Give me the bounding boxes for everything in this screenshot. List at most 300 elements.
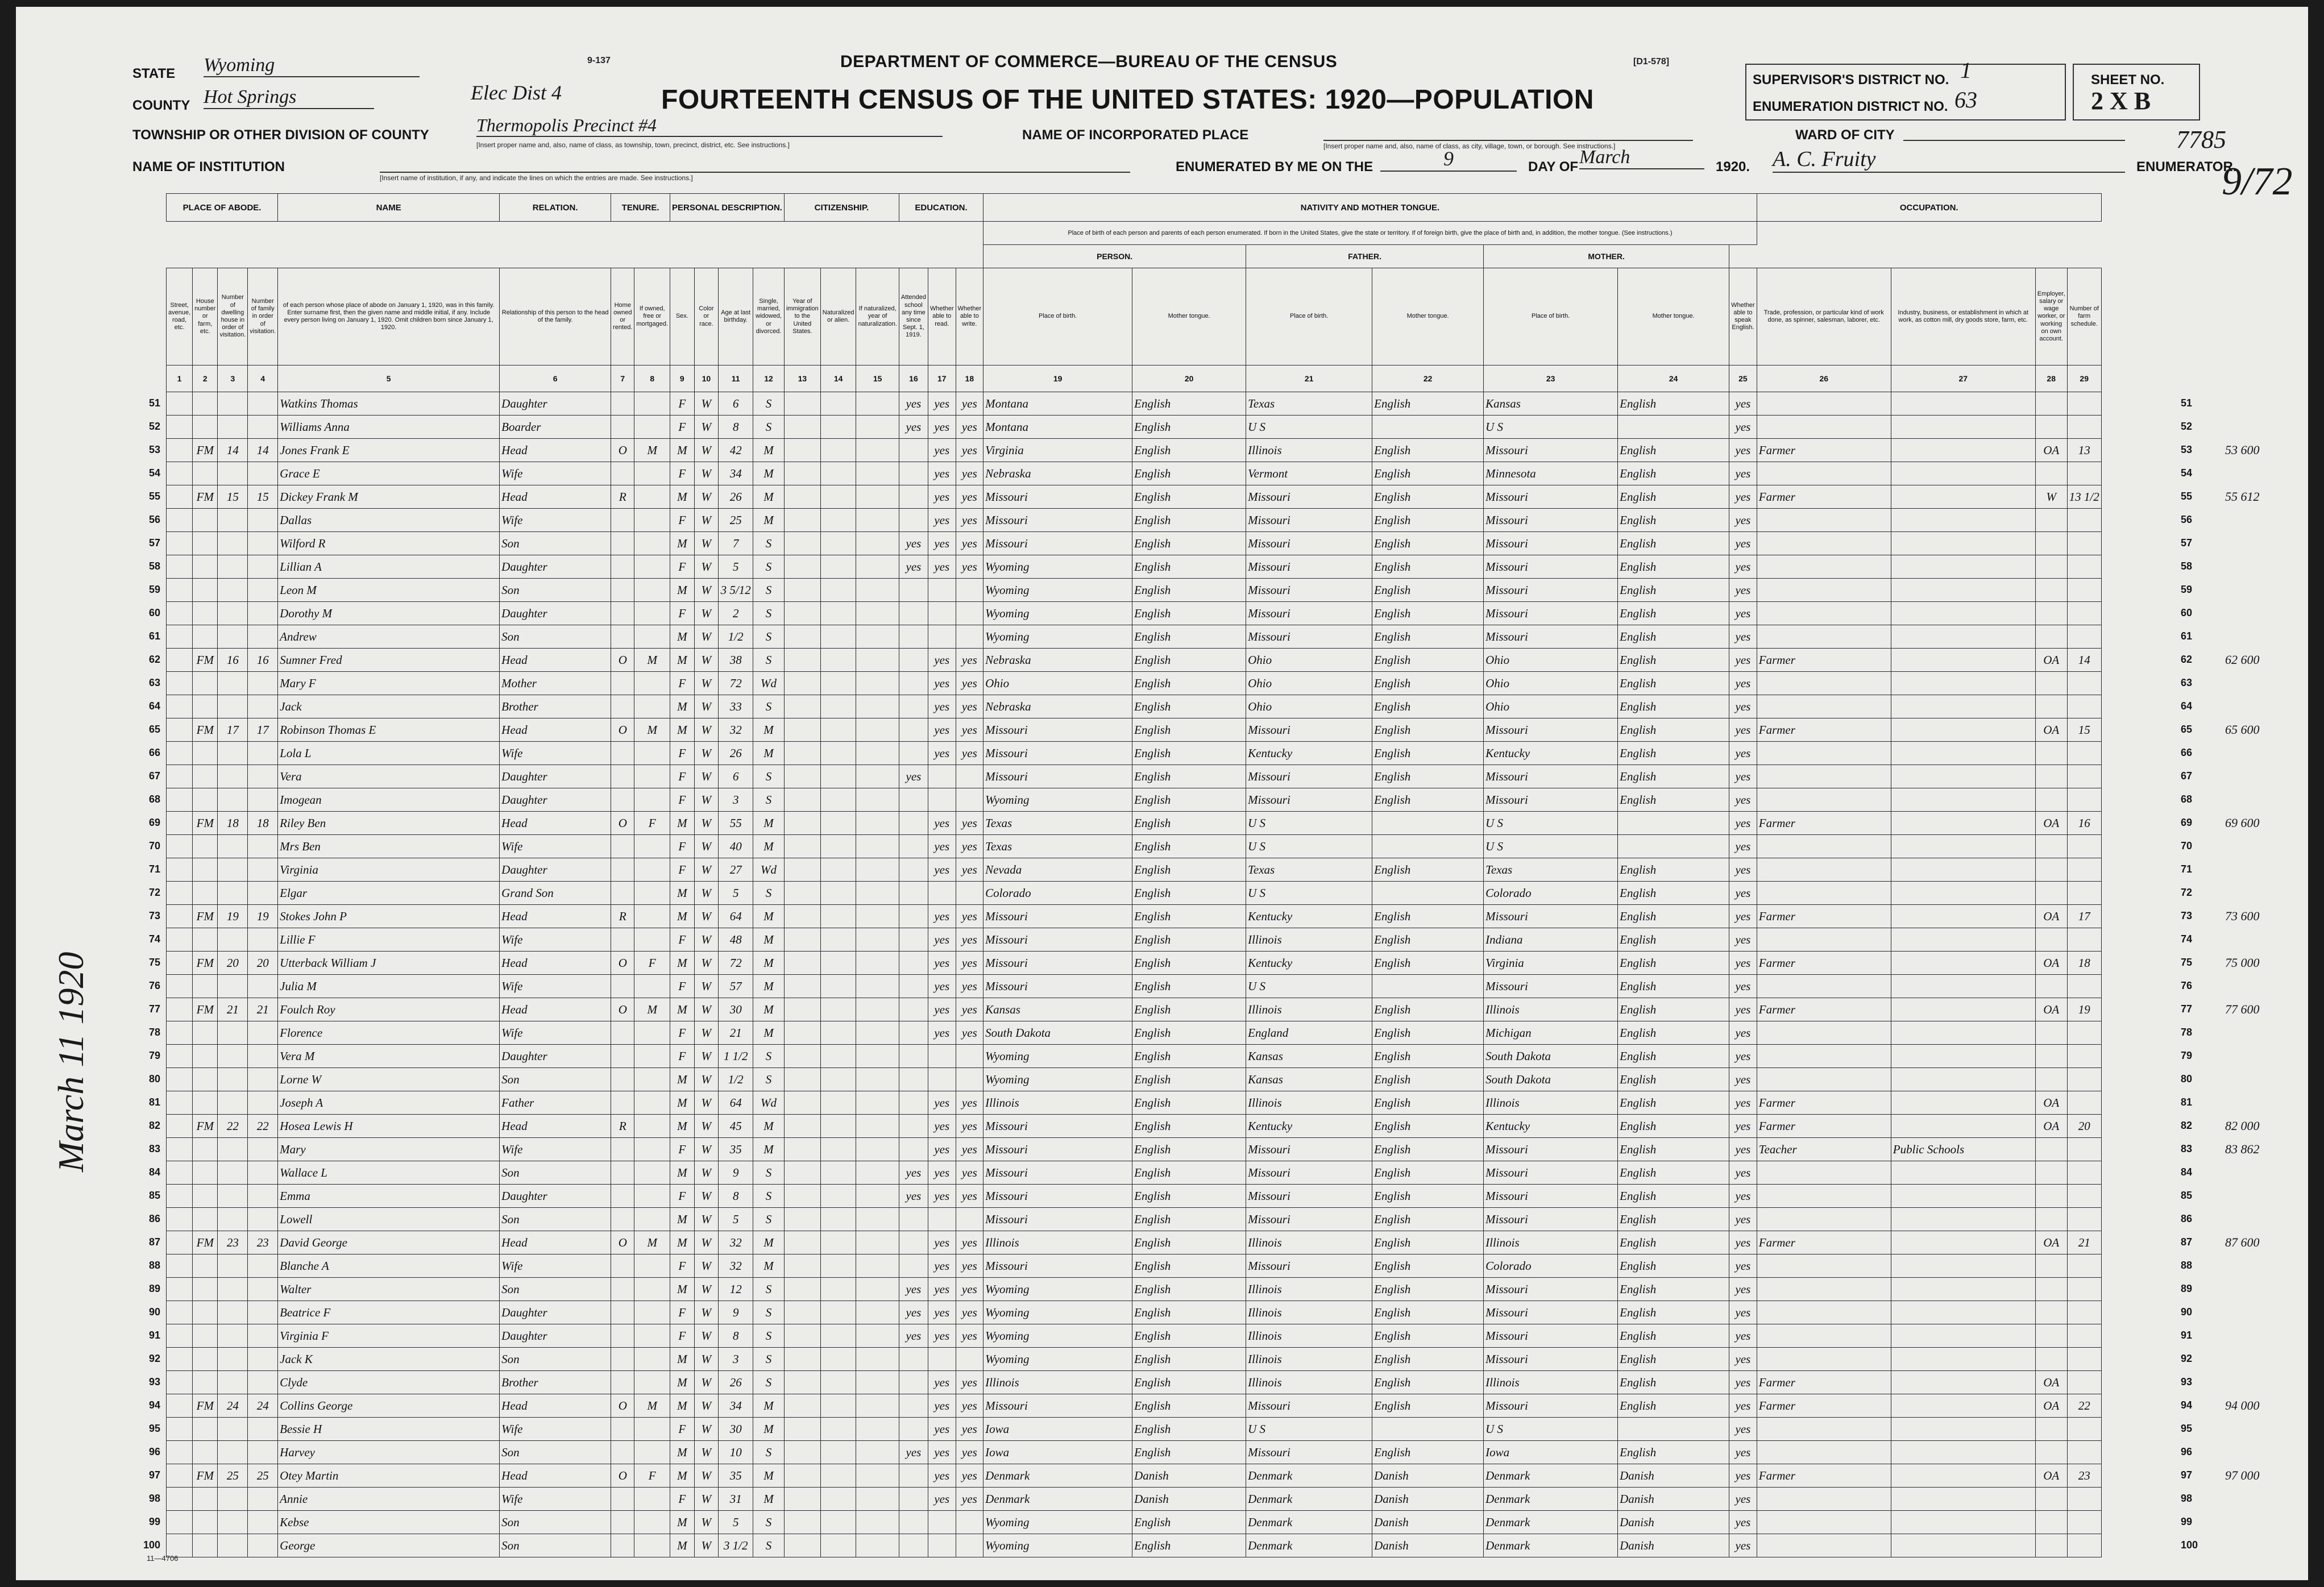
cell-fmt: English (1372, 439, 1484, 462)
empty-cell (784, 858, 820, 882)
table-row (167, 1208, 2102, 1231)
cell-read: yes (928, 1161, 956, 1185)
cell-sex: F (670, 392, 695, 416)
cell-tenure: O (611, 439, 634, 462)
enumerated-day: 9 (1380, 147, 1517, 172)
cell-farm (2067, 1324, 2101, 1348)
cell-tenure (611, 1161, 634, 1185)
empty-cell (856, 1324, 899, 1348)
cell-mort (634, 1208, 670, 1231)
cell-emp (2035, 858, 2067, 882)
cell-ind (1891, 1254, 2035, 1278)
cell-ind (1891, 1021, 2035, 1045)
margin-annotation (2225, 671, 2260, 695)
cell-fpb: Ohio (1246, 695, 1372, 718)
cell-sex: F (670, 1185, 695, 1208)
cell-farm: 13 1/2 (2067, 485, 2101, 509)
cell-mpb: Missouri (1484, 532, 1618, 555)
column-number: 19 (983, 365, 1132, 392)
empty-cell (820, 1278, 856, 1301)
cell-sex: M (670, 1348, 695, 1371)
cell-farm (2067, 1138, 2101, 1161)
table-row (167, 1348, 2102, 1371)
cell-name: Mary (278, 1138, 500, 1161)
cell-farm (2067, 1441, 2101, 1464)
cell-read: yes (928, 858, 956, 882)
empty-cell (856, 928, 899, 952)
cell-fpb: Kentucky (1246, 905, 1372, 928)
cell-emp (2035, 625, 2067, 649)
cell-mpb: U S (1484, 1418, 1618, 1441)
cell-ind (1891, 579, 2035, 602)
sheet-label: SHEET NO. (2091, 72, 2165, 88)
cell-read (928, 1208, 956, 1231)
cell-name: Virginia F (278, 1324, 500, 1348)
cell-read: yes (928, 1091, 956, 1115)
cell-mort: F (634, 952, 670, 975)
line-number: 60 (2181, 607, 2193, 618)
cell-fmt: English (1372, 1231, 1484, 1254)
cell-dw (218, 1254, 248, 1278)
cell-fmt (1372, 812, 1484, 835)
cell-fpb: U S (1246, 835, 1372, 858)
cell-ms: S (753, 882, 785, 905)
cell-tenure (611, 765, 634, 788)
cell-name: Sumner Fred (278, 649, 500, 672)
empty-cell (820, 1418, 856, 1441)
cell-emp (2035, 1348, 2067, 1371)
cell-emp: OA (2035, 1115, 2067, 1138)
empty-cell (167, 392, 193, 416)
empty-cell (856, 765, 899, 788)
cell-pb: Wyoming (983, 1045, 1132, 1068)
column-header: Number of dwelling house in order of visitation. (218, 268, 248, 365)
cell-own (193, 1348, 218, 1371)
empty-cell (784, 1418, 820, 1441)
column-number: 25 (1729, 365, 1757, 392)
cell-mpb: Missouri (1484, 602, 1618, 625)
cell-rel: Wife (500, 462, 611, 485)
column-number: 20 (1132, 365, 1246, 392)
cell-read: yes (928, 1278, 956, 1301)
cell-ind (1891, 1045, 2035, 1068)
cell-write (956, 625, 983, 649)
cell-mort (634, 1371, 670, 1394)
cell-emp (2035, 835, 2067, 858)
cell-rel: Daughter (500, 555, 611, 579)
cell-pb: Wyoming (983, 1301, 1132, 1324)
cell-occ (1757, 788, 1891, 812)
cell-dw (218, 928, 248, 952)
cell-fpb: Vermont (1246, 462, 1372, 485)
cell-farm: 15 (2067, 718, 2101, 742)
cell-fpb: Missouri (1246, 625, 1372, 649)
cell-pb: Missouri (983, 485, 1132, 509)
cell-mt: English (1132, 416, 1246, 439)
cell-sch (899, 718, 928, 742)
cell-own (193, 1534, 218, 1557)
cell-sex: M (670, 998, 695, 1021)
cell-race: W (694, 928, 719, 952)
column-number: 6 (500, 365, 611, 392)
cell-farm: 23 (2067, 1464, 2101, 1488)
cell-tenure (611, 416, 634, 439)
cell-rel: Son (500, 1278, 611, 1301)
column-number: 13 (784, 365, 820, 392)
cell-mmt: English (1618, 1348, 1729, 1371)
empty-cell (167, 416, 193, 439)
cell-emp (2035, 742, 2067, 765)
margin-annotation (2225, 1370, 2260, 1394)
margin-annotation (2225, 765, 2260, 788)
column-header: House number or farm, etc. (193, 268, 218, 365)
cell-fam (248, 1324, 278, 1348)
margin-annotation: 77 600 (2225, 1002, 2260, 1016)
cell-mt: English (1132, 742, 1246, 765)
cell-farm (2067, 1161, 2101, 1185)
cell-read: yes (928, 509, 956, 532)
cell-age: 5 (719, 555, 753, 579)
cell-read (928, 579, 956, 602)
empty-cell (856, 1254, 899, 1278)
cell-emp (2035, 765, 2067, 788)
empty-cell (784, 555, 820, 579)
cell-tenure (611, 1488, 634, 1511)
cell-mt: English (1132, 1091, 1246, 1115)
cell-fmt: English (1372, 602, 1484, 625)
line-number: 75 (2181, 957, 2193, 968)
cell-mmt: English (1618, 952, 1729, 975)
cell-farm (2067, 788, 2101, 812)
cell-eng: yes (1729, 1394, 1757, 1418)
table-row (167, 1488, 2102, 1511)
cell-mmt (1618, 1418, 1729, 1441)
cell-ind (1891, 1418, 2035, 1441)
cell-sex: F (670, 555, 695, 579)
empty-cell (167, 882, 193, 905)
cell-pb: Missouri (983, 905, 1132, 928)
cell-ind (1891, 1208, 2035, 1231)
cell-occ (1757, 1021, 1891, 1045)
table-row (167, 1231, 2102, 1254)
cell-ms: S (753, 1511, 785, 1534)
enumerator-name: A. C. Fruity (1773, 147, 2125, 173)
cell-mpb: Missouri (1484, 1208, 1618, 1231)
cell-name: Walter (278, 1278, 500, 1301)
empty-cell (167, 1301, 193, 1324)
cell-own (193, 1441, 218, 1464)
cell-name: Leon M (278, 579, 500, 602)
cell-age: 5 (719, 1208, 753, 1231)
cell-fpb: Ohio (1246, 649, 1372, 672)
empty-cell (784, 672, 820, 695)
cell-tenure (611, 1068, 634, 1091)
cell-emp (2035, 1488, 2067, 1511)
cell-rel: Brother (500, 1371, 611, 1394)
cell-mort (634, 1021, 670, 1045)
cell-age: 72 (719, 672, 753, 695)
cell-sch: yes (899, 1278, 928, 1301)
cell-mt: English (1132, 812, 1246, 835)
table-row (167, 1418, 2102, 1441)
cell-emp (2035, 1534, 2067, 1557)
cell-dw (218, 835, 248, 858)
cell-race: W (694, 882, 719, 905)
empty-cell (167, 1511, 193, 1534)
empty-cell (784, 1231, 820, 1254)
margin-annotation (2225, 1534, 2260, 1557)
cell-mpb: Denmark (1484, 1488, 1618, 1511)
cell-occ (1757, 602, 1891, 625)
cell-pb: Illinois (983, 1091, 1132, 1115)
cell-dw: 17 (218, 718, 248, 742)
cell-emp (2035, 532, 2067, 555)
line-number: 92 (2181, 1353, 2193, 1364)
cell-farm: 19 (2067, 998, 2101, 1021)
cell-tenure (611, 1534, 634, 1557)
cell-mt: English (1132, 858, 1246, 882)
column-group-header: TENURE. (611, 194, 670, 222)
margin-annotation (2225, 1277, 2260, 1301)
cell-rel: Wife (500, 1254, 611, 1278)
cell-name: Robinson Thomas E (278, 718, 500, 742)
cell-read: yes (928, 952, 956, 975)
cell-eng: yes (1729, 1534, 1757, 1557)
cell-pb: Texas (983, 835, 1132, 858)
cell-sex: M (670, 718, 695, 742)
cell-occ: Farmer (1757, 952, 1891, 975)
cell-occ (1757, 1161, 1891, 1185)
cell-own: FM (193, 905, 218, 928)
margin-annotation (2225, 695, 2260, 718)
empty-cell (167, 462, 193, 485)
cell-tenure (611, 1021, 634, 1045)
table-row (167, 812, 2102, 835)
margin-annotation (2225, 415, 2260, 438)
cell-age: 64 (719, 905, 753, 928)
empty-cell (167, 1185, 193, 1208)
line-number: 83 (148, 1143, 160, 1154)
cell-name: George (278, 1534, 500, 1557)
cell-write: yes (956, 695, 983, 718)
cell-eng: yes (1729, 1208, 1757, 1231)
cell-mmt: English (1618, 1254, 1729, 1278)
cell-age: 64 (719, 1091, 753, 1115)
cell-fpb: Kentucky (1246, 742, 1372, 765)
cell-emp (2035, 882, 2067, 905)
cell-sch (899, 1045, 928, 1068)
cell-age: 10 (719, 1441, 753, 1464)
cell-read: yes (928, 416, 956, 439)
cell-age: 32 (719, 1231, 753, 1254)
cell-sex: F (670, 1324, 695, 1348)
cell-mmt: English (1618, 392, 1729, 416)
cell-age: 26 (719, 742, 753, 765)
cell-ind (1891, 1371, 2035, 1394)
cell-emp: OA (2035, 905, 2067, 928)
cell-age: 7 (719, 532, 753, 555)
line-number: 84 (2181, 1166, 2193, 1178)
cell-dw: 22 (218, 1115, 248, 1138)
cell-tenure (611, 555, 634, 579)
cell-mmt (1618, 835, 1729, 858)
corner-mark: 9/72 (2222, 160, 2293, 203)
cell-ms: M (753, 952, 785, 975)
cell-fmt: English (1372, 672, 1484, 695)
cell-fam (248, 742, 278, 765)
cell-write: yes (956, 718, 983, 742)
cell-mt: English (1132, 532, 1246, 555)
cell-tenure: O (611, 998, 634, 1021)
cell-own (193, 1254, 218, 1278)
cell-name: Hosea Lewis H (278, 1115, 500, 1138)
cell-name: Dorothy M (278, 602, 500, 625)
cell-age: 6 (719, 392, 753, 416)
empty-cell (784, 1115, 820, 1138)
cell-tenure: R (611, 905, 634, 928)
cell-fmt: English (1372, 462, 1484, 485)
cell-dw: 19 (218, 905, 248, 928)
cell-sch (899, 579, 928, 602)
cell-farm (2067, 555, 2101, 579)
cell-ms: M (753, 509, 785, 532)
cell-mmt: English (1618, 1021, 1729, 1045)
cell-farm (2067, 835, 2101, 858)
cell-race: W (694, 975, 719, 998)
column-number: 14 (820, 365, 856, 392)
cell-tenure (611, 1185, 634, 1208)
cell-ind (1891, 1511, 2035, 1534)
empty-cell (820, 485, 856, 509)
cell-ms: M (753, 975, 785, 998)
empty-cell (856, 439, 899, 462)
cell-read: yes (928, 1441, 956, 1464)
right-line-numbers (2181, 392, 2198, 1557)
line-number: 53 (2181, 444, 2193, 455)
line-number: 65 (148, 724, 160, 735)
cell-fmt (1372, 882, 1484, 905)
empty-cell (820, 555, 856, 579)
cell-age: 9 (719, 1161, 753, 1185)
cell-own (193, 416, 218, 439)
cell-sex: M (670, 532, 695, 555)
column-number: 29 (2067, 365, 2101, 392)
cell-emp (2035, 416, 2067, 439)
cell-mort (634, 1185, 670, 1208)
line-number: 100 (143, 1539, 160, 1551)
empty-cell (820, 1091, 856, 1115)
cell-write: yes (956, 1488, 983, 1511)
cell-mpb: Denmark (1484, 1511, 1618, 1534)
line-number: 61 (148, 630, 160, 642)
cell-rel: Daughter (500, 602, 611, 625)
cell-dw (218, 672, 248, 695)
cell-tenure: O (611, 718, 634, 742)
line-number: 82 (148, 1120, 160, 1131)
cell-sch (899, 1418, 928, 1441)
cell-race: W (694, 1278, 719, 1301)
cell-own (193, 1185, 218, 1208)
cell-fpb: England (1246, 1021, 1372, 1045)
empty-cell (856, 998, 899, 1021)
line-number: 65 (2181, 724, 2193, 735)
empty-cell (784, 1208, 820, 1231)
cell-ms: S (753, 555, 785, 579)
cell-age: 48 (719, 928, 753, 952)
cell-sch: yes (899, 1441, 928, 1464)
table-row (167, 1301, 2102, 1324)
empty-cell (784, 1278, 820, 1301)
empty-cell (856, 1511, 899, 1534)
cell-fpb: U S (1246, 975, 1372, 998)
cell-mmt: English (1618, 1115, 1729, 1138)
cell-mmt: English (1618, 649, 1729, 672)
cell-sch (899, 462, 928, 485)
cell-mmt: English (1618, 1441, 1729, 1464)
cell-eng: yes (1729, 928, 1757, 952)
cell-dw (218, 509, 248, 532)
cell-ind (1891, 975, 2035, 998)
cell-name: Joseph A (278, 1091, 500, 1115)
cell-sch (899, 742, 928, 765)
column-number: 15 (856, 365, 899, 392)
cell-fpb: Denmark (1246, 1488, 1372, 1511)
line-number: 64 (148, 700, 160, 712)
cell-ind (1891, 882, 2035, 905)
cell-ms: S (753, 765, 785, 788)
empty-cell (167, 788, 193, 812)
cell-emp (2035, 695, 2067, 718)
cell-rel: Mother (500, 672, 611, 695)
empty-cell (784, 905, 820, 928)
line-number: 57 (148, 537, 160, 549)
empty-cell (820, 1231, 856, 1254)
cell-sex: F (670, 416, 695, 439)
cell-fpb: Missouri (1246, 579, 1372, 602)
cell-fmt: English (1372, 718, 1484, 742)
cell-farm (2067, 1021, 2101, 1045)
cell-sex: M (670, 1441, 695, 1464)
cell-dw (218, 1278, 248, 1301)
margin-annotation (2225, 858, 2260, 881)
state-value: Wyoming (204, 55, 420, 77)
cell-own (193, 1021, 218, 1045)
empty-cell (820, 1324, 856, 1348)
cell-rel: Father (500, 1091, 611, 1115)
cell-sex: M (670, 812, 695, 835)
cell-eng: yes (1729, 1418, 1757, 1441)
cell-fpb: Missouri (1246, 1394, 1372, 1418)
cell-mt: English (1132, 579, 1246, 602)
cell-emp (2035, 1418, 2067, 1441)
empty-cell (856, 1045, 899, 1068)
cell-write (956, 602, 983, 625)
cell-sex: M (670, 1208, 695, 1231)
line-number: 54 (148, 467, 160, 479)
cell-race: W (694, 1138, 719, 1161)
cell-ms: M (753, 1394, 785, 1418)
cell-tenure (611, 1371, 634, 1394)
margin-annotation (2225, 462, 2260, 485)
cell-fmt (1372, 975, 1484, 998)
table-row (167, 718, 2102, 742)
cell-mmt: English (1618, 1231, 1729, 1254)
cell-fpb: Illinois (1246, 439, 1372, 462)
cell-dw: 25 (218, 1464, 248, 1488)
cell-own (193, 1511, 218, 1534)
empty-cell (784, 742, 820, 765)
cell-sex: F (670, 672, 695, 695)
